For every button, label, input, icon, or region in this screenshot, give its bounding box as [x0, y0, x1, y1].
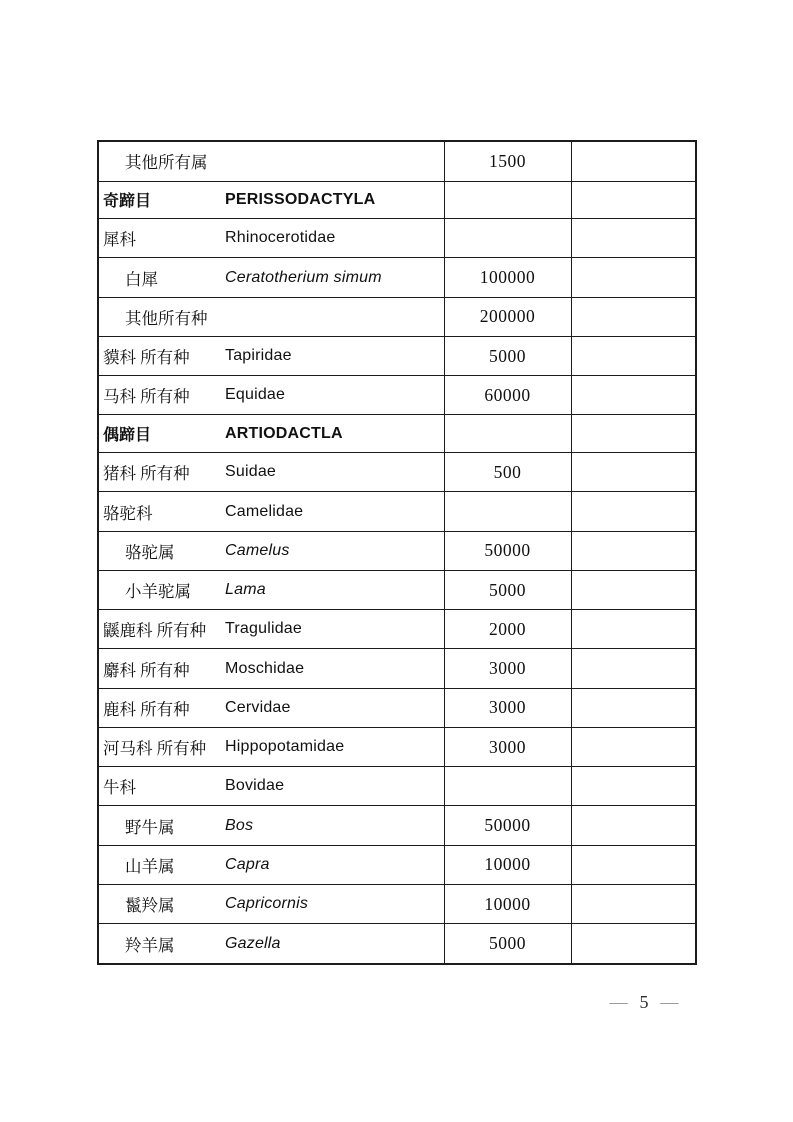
taxon-name-latin: Capricornis [225, 895, 309, 913]
page-number-dash-left: — [609, 992, 628, 1012]
table-row [98, 610, 696, 649]
table-body [98, 141, 696, 964]
name-cell [98, 924, 444, 964]
table-row [98, 727, 696, 766]
name-cell [98, 688, 444, 727]
compensation-value-cell [444, 415, 571, 453]
taxon-name-chinese: 白犀 [125, 269, 158, 289]
compensation-value-cell: 5000 [444, 924, 571, 964]
taxon-name-chinese: 羚羊属 [125, 935, 175, 955]
compensation-value-cell: 100000 [444, 258, 571, 297]
compensation-value-cell: 200000 [444, 297, 571, 336]
compensation-value-cell: 2000 [444, 610, 571, 649]
taxon-name-chinese: 山羊属 [125, 856, 175, 876]
remark-cell [571, 570, 696, 609]
name-cell [98, 415, 444, 453]
compensation-value-cell: 10000 [444, 845, 571, 884]
table-row [98, 806, 696, 845]
taxon-name-chinese: 犀科 [103, 230, 136, 250]
remark-cell [571, 453, 696, 492]
table-row [98, 297, 696, 336]
table-row [98, 688, 696, 727]
taxon-name-chinese: 鬣羚属 [125, 896, 175, 916]
compensation-value-cell: 1500 [444, 141, 571, 181]
taxon-name-chinese: 偶蹄目 [103, 427, 152, 445]
table-row [98, 570, 696, 609]
taxon-name-latin: PERISSODACTYLA [225, 190, 376, 208]
compensation-value-cell [444, 767, 571, 806]
name-cell [98, 727, 444, 766]
page-number-value: 5 [639, 992, 649, 1012]
name-cell [98, 181, 444, 219]
compensation-value-cell [444, 181, 571, 219]
compensation-value-cell: 5000 [444, 336, 571, 375]
compensation-value-cell [444, 492, 571, 531]
table-row [98, 767, 696, 806]
table-row [98, 415, 696, 453]
name-cell [98, 570, 444, 609]
table-row [98, 884, 696, 923]
species-compensation-table [97, 140, 697, 965]
remark-cell [571, 610, 696, 649]
taxon-name-latin: ARTIODACTLA [225, 424, 343, 442]
table-row [98, 924, 696, 964]
taxon-name-chinese: 骆驼属 [125, 542, 175, 562]
table-row [98, 141, 696, 181]
name-cell [98, 297, 444, 336]
taxon-name-chinese: 河马科 所有种 [103, 739, 207, 759]
table-row [98, 845, 696, 884]
remark-cell [571, 767, 696, 806]
taxon-name-chinese: 野牛属 [125, 817, 175, 837]
taxon-name-chinese: 其他所有种 [125, 308, 208, 328]
name-cell [98, 610, 444, 649]
taxon-name-latin: Bovidae [225, 777, 285, 795]
name-cell [98, 884, 444, 923]
remark-cell [571, 181, 696, 219]
taxon-name-latin: Rhinocerotidae [225, 229, 336, 247]
taxon-name-latin: Camelidae [225, 502, 304, 520]
taxon-name-latin: Capra [225, 855, 270, 873]
taxon-name-latin: Suidae [225, 463, 277, 481]
taxon-name-latin: Cervidae [225, 698, 291, 716]
compensation-value-cell: 500 [444, 453, 571, 492]
taxon-name-chinese: 鹿科 所有种 [103, 699, 190, 719]
remark-cell [571, 415, 696, 453]
remark-cell [571, 649, 696, 688]
compensation-value-cell: 50000 [444, 806, 571, 845]
taxon-name-latin: Lama [225, 581, 266, 599]
taxon-name-latin: Hippopotamidae [225, 738, 345, 756]
taxon-name-chinese: 骆驼科 [103, 503, 153, 523]
compensation-value-cell: 3000 [444, 649, 571, 688]
remark-cell [571, 845, 696, 884]
name-cell [98, 845, 444, 884]
taxon-name-latin: Equidae [225, 386, 286, 404]
name-cell [98, 141, 444, 181]
table-row [98, 181, 696, 219]
taxon-name-chinese: 貘科 所有种 [103, 348, 190, 368]
name-cell [98, 258, 444, 297]
remark-cell [571, 336, 696, 375]
taxon-name-chinese: 奇蹄目 [103, 193, 152, 211]
remark-cell [571, 688, 696, 727]
taxon-name-latin: Camelus [225, 541, 290, 559]
table-row [98, 531, 696, 570]
remark-cell [571, 531, 696, 570]
name-cell [98, 806, 444, 845]
table-row [98, 219, 696, 258]
taxon-name-chinese: 麝科 所有种 [103, 660, 190, 680]
table-row [98, 453, 696, 492]
table-row [98, 258, 696, 297]
compensation-value-cell: 60000 [444, 376, 571, 415]
compensation-value-cell: 3000 [444, 727, 571, 766]
remark-cell [571, 297, 696, 336]
taxon-name-chinese: 鼷鹿科 所有种 [103, 621, 207, 641]
page-number-dash-right: — [660, 992, 679, 1012]
table-row [98, 649, 696, 688]
taxon-name-latin: Moschidae [225, 659, 305, 677]
remark-cell [571, 376, 696, 415]
remark-cell [571, 492, 696, 531]
taxon-name-chinese: 猪科 所有种 [103, 464, 190, 484]
compensation-value-cell: 10000 [444, 884, 571, 923]
name-cell [98, 492, 444, 531]
name-cell [98, 336, 444, 375]
remark-cell [571, 884, 696, 923]
taxon-name-chinese: 马科 所有种 [103, 387, 190, 407]
compensation-value-cell: 3000 [444, 688, 571, 727]
name-cell [98, 376, 444, 415]
name-cell [98, 767, 444, 806]
remark-cell [571, 806, 696, 845]
taxon-name-chinese: 其他所有属 [125, 153, 208, 173]
table-row [98, 336, 696, 375]
remark-cell [571, 219, 696, 258]
remark-cell [571, 924, 696, 964]
taxon-name-chinese: 牛科 [103, 778, 136, 798]
name-cell [98, 219, 444, 258]
name-cell [98, 453, 444, 492]
compensation-value-cell [444, 219, 571, 258]
taxon-name-latin: Tragulidae [225, 620, 303, 638]
name-cell [98, 531, 444, 570]
compensation-value-cell: 50000 [444, 531, 571, 570]
compensation-value-cell: 5000 [444, 570, 571, 609]
remark-cell [571, 258, 696, 297]
taxon-name-latin: Ceratotherium simum [225, 268, 382, 286]
table-row [98, 376, 696, 415]
taxon-name-latin: Gazella [225, 934, 281, 952]
page-number [558, 992, 730, 1013]
remark-cell [571, 141, 696, 181]
table-row [98, 492, 696, 531]
taxon-name-latin: Bos [225, 816, 254, 834]
name-cell [98, 649, 444, 688]
taxon-name-latin: Tapiridae [225, 347, 292, 365]
remark-cell [571, 727, 696, 766]
taxon-name-chinese: 小羊驼属 [125, 582, 191, 602]
